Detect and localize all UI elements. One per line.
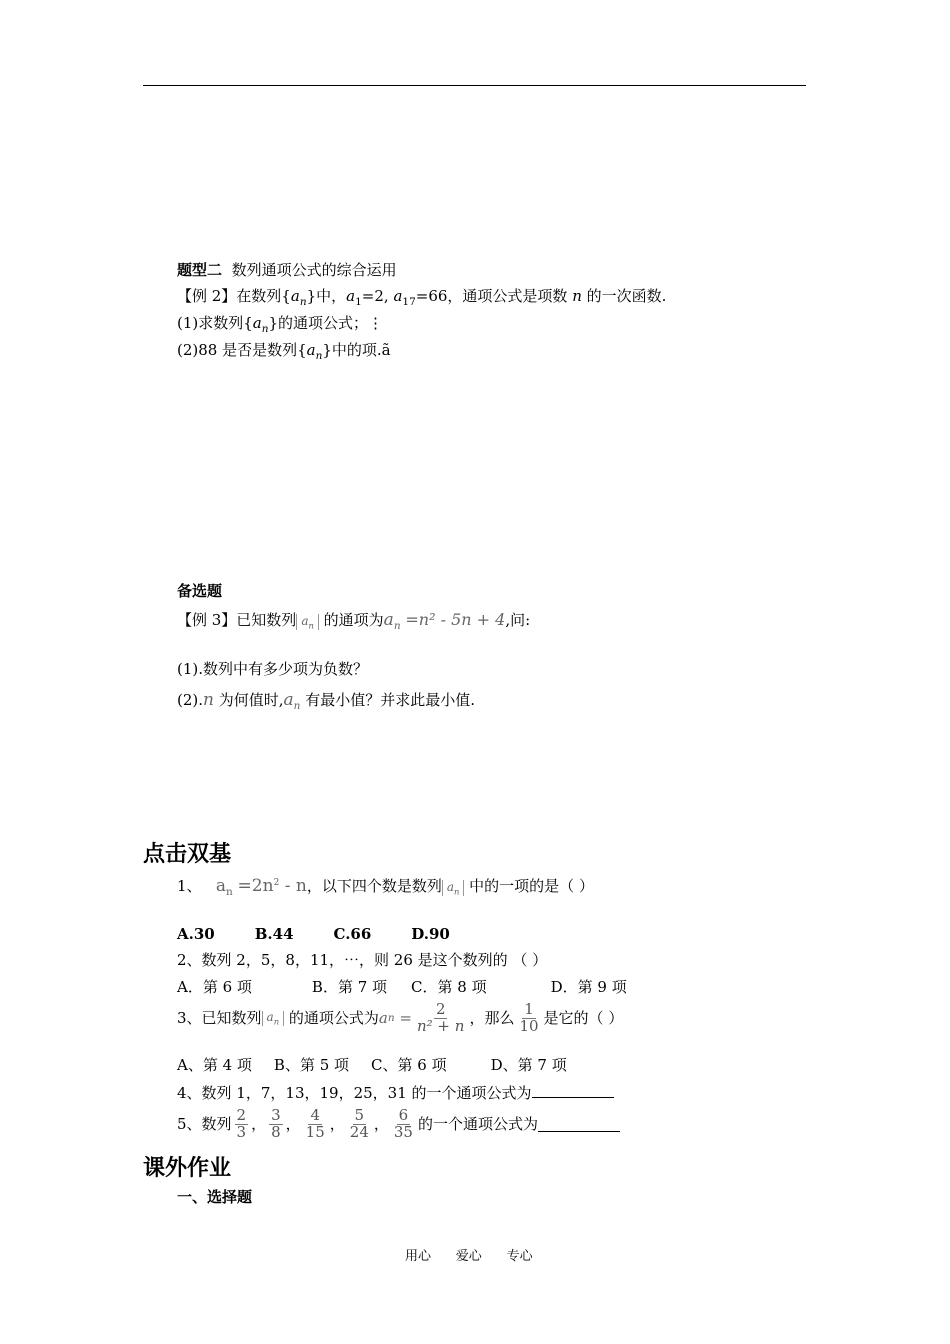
problem5-text: 5、数列 $\frac{2}{3}$ ， $\frac{3}{8}$ ， $\frac{4}{15}$ ， $\frac{5}{24}$ ， $\frac{6}{35}$ 的一个通项公式为 bbox=[177, 1108, 620, 1141]
section2-title: 题型二 数列通项公式的综合运用 bbox=[177, 261, 397, 279]
fraction: $\frac{1}{10}$ bbox=[519, 1000, 539, 1035]
problem3-text: 3、已知数列 $a_n$ 的通项公式为 a n = $\frac{2}{\text{n² + n}}$ ，那么 $\frac{1}{10}$ 是它的（ ） bbox=[177, 1000, 624, 1035]
problem1-options: A.30 B.44 C.66 D.90 bbox=[177, 925, 450, 943]
answer-blank[interactable] bbox=[538, 1117, 620, 1132]
fraction: $\frac{5}{24}$ bbox=[349, 1106, 369, 1141]
example2-q2: (2)88 是否是数列$\{a_n\}$中的项.ã bbox=[177, 341, 391, 362]
example2-text: 【例 2】在数列$\{a_n\}$中，$a_1=2$, $a_{17}=66$，通项公式是项数 n 的一次函数. bbox=[177, 287, 667, 308]
problem2-text: 2、数列 2，5，8，11，⋯，则 26 是这个数列的 （ ） bbox=[177, 951, 548, 969]
sequence-braces: $a_n$ bbox=[262, 1011, 285, 1026]
fraction: $\frac{6}{35}$ bbox=[393, 1106, 413, 1141]
problem2-options: A．第 6 项 B．第 7 项 C．第 8 项 D．第 9 项 bbox=[177, 978, 627, 996]
problem3-options: A、第 4 项 B、第 5 项 C、第 6 项 D、第 7 项 bbox=[177, 1056, 567, 1074]
problem4-text: 4、数列 1，7，13，19，25，31 的一个通项公式为 bbox=[177, 1083, 614, 1102]
answer-blank[interactable] bbox=[532, 1083, 614, 1098]
homework-subheading: 一、选择题 bbox=[177, 1188, 253, 1206]
fraction: $\frac{2}{\text{n² + n}}$ bbox=[416, 1000, 465, 1035]
page-footer: 用心 爱心 专心 bbox=[405, 1249, 533, 1264]
fraction: $\frac{2}{3}$ bbox=[236, 1106, 247, 1141]
example2-q1: (1)求数列$\{a_n\}$的通项公式；⋮ bbox=[177, 314, 384, 335]
example3-q2: (2).n 为何值时$,a_n$ 有最小值？并求此最小值. bbox=[177, 690, 475, 712]
header-rule bbox=[143, 85, 806, 86]
fraction: $\frac{4}{15}$ bbox=[305, 1106, 325, 1141]
example3-text: 【例 3】已知数列 $a_n$ 的通项为$a_n =n^2 - 5n + 4$,问: bbox=[177, 610, 531, 632]
sequence-braces: $a_n$ bbox=[442, 880, 465, 896]
sequence-braces: $a_n$ bbox=[296, 614, 319, 630]
problem1-text: 1、 $a_n =2n^2 - n$，以下四个数是数列 $a_n$ 中的一项的是（ ） bbox=[177, 876, 594, 898]
example3-q1: (1).数列中有多少项为负数？ bbox=[177, 660, 369, 678]
section-heading-dianji: 点击双基 bbox=[143, 842, 232, 867]
fraction: $\frac{3}{8}$ bbox=[271, 1106, 281, 1141]
section-heading-homework: 课外作业 bbox=[143, 1156, 232, 1181]
optional-title: 备选题 bbox=[177, 582, 223, 600]
